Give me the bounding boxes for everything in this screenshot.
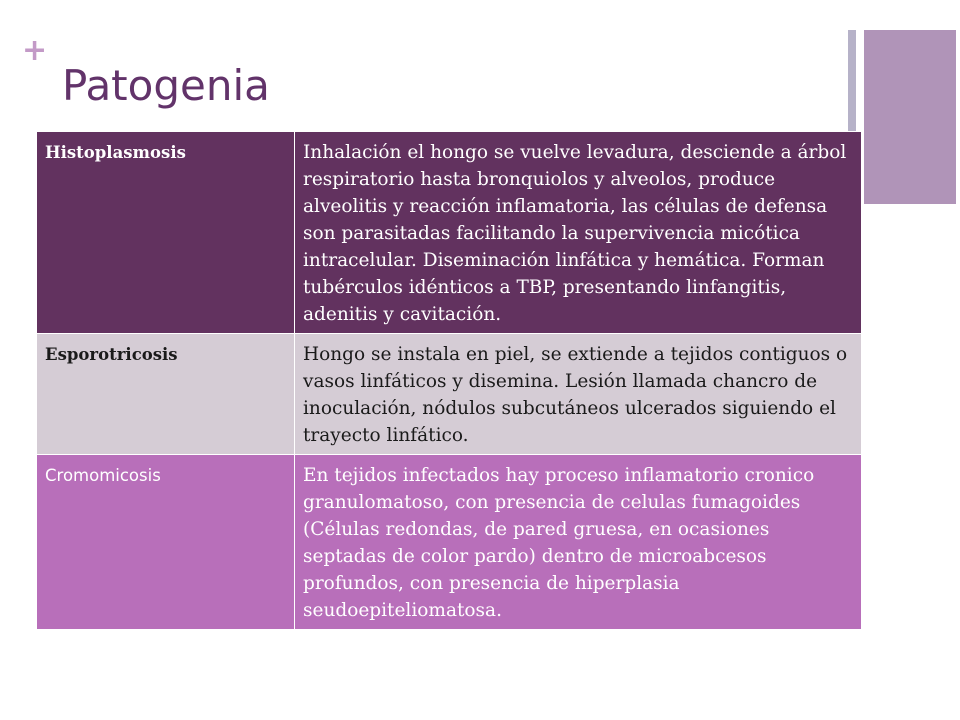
page-title: Patogenia (62, 61, 270, 110)
table-cell-term: Cromomicosis (37, 455, 295, 630)
table-cell-description: Inhalación el hongo se vuelve levadura, desciende a árbol respiratorio hasta bronquiolos y alveolos, produce alveolitis y reacción inflamatoria, las células de defensa son parasitadas facilitando la supervivencia micótica intracelular. Diseminación linfática y hemática. Forman tubérculos idénticos a TBP, presentando linfangitis, adenitis y cavitación. (295, 132, 862, 334)
table-cell-description: En tejidos infectados hay proceso inflamatorio cronico granulomatoso, con presencia de celulas fumagoides (Células redondas, de pared gruesa, en ocasiones septadas de color pardo) dentro de microabcesos profundos, con presencia de hiperplasia seudoepiteliomatosa. (295, 455, 862, 630)
table-row-cromomicosis (37, 455, 862, 630)
table-row-esporotricosis (37, 334, 862, 455)
table-cell-term: Esporotricosis (37, 334, 295, 455)
table-cell-description: Hongo se instala en piel, se extiende a tejidos contiguos o vasos linfáticos y disemina. Lesión llamada chancro de inoculación, nódulos subcutáneos ulcerados siguiendo el trayecto linfático. (295, 334, 862, 455)
plus-mark-icon: + (22, 33, 48, 68)
table-row-histoplasmosis (37, 132, 862, 334)
pathogenesis-table (36, 131, 862, 630)
decorative-block (864, 30, 956, 204)
table-cell-term: Histoplasmosis (37, 132, 295, 334)
